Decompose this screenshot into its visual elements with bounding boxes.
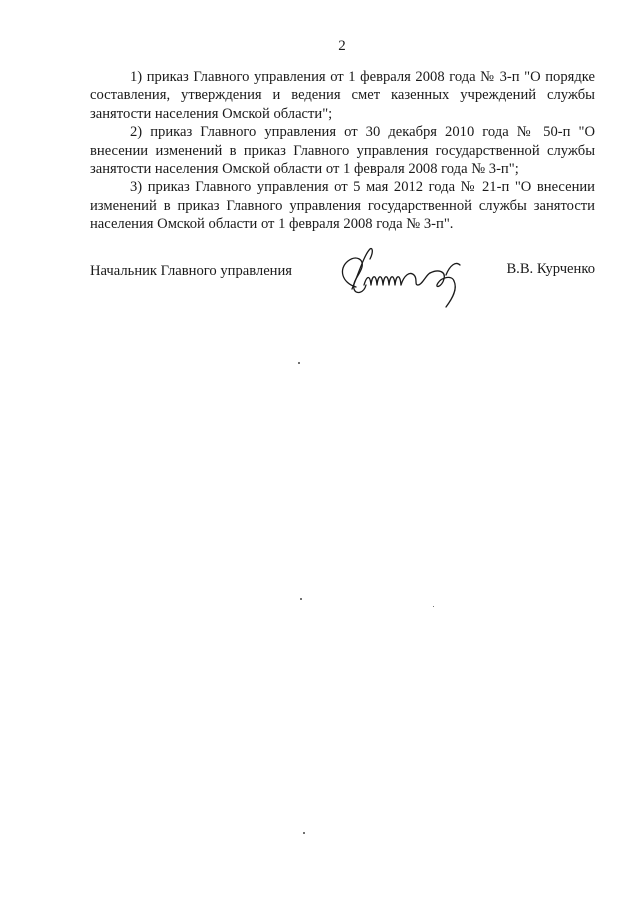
signatory-name: В.В. Курченко	[506, 261, 595, 277]
scan-speck	[303, 832, 305, 834]
scan-speck	[433, 606, 434, 607]
list-item-1: 1) приказ Главного управления от 1 февраля 2008 года № 3-п "О порядке составления, утверждения и ведения смет казенных учреждений службы занятости населения Омской области";	[90, 69, 595, 122]
signature-block	[90, 245, 595, 315]
signatory-title: Начальник Главного управления	[90, 263, 293, 279]
scan-speck	[298, 362, 300, 364]
list-item-2: 2) приказ Главного управления от 30 декабря 2010 года № 50-п "О внесении изменений в приказ Главного управления государственной службы занятости населения Омской области от 1 февраля 2008 года № 3-п";	[90, 124, 595, 178]
document-body	[90, 68, 595, 234]
page-number: 2	[338, 38, 346, 54]
list-item-3: 3) приказ Главного управления от 5 мая 2012 года № 21-п "О внесении изменений в приказ Главного управления государственной службы занятости населения Омской области от 1 февраля 2008 года № 3-п".	[90, 179, 595, 233]
scan-speck	[300, 598, 302, 600]
handwritten-signature	[334, 245, 484, 315]
